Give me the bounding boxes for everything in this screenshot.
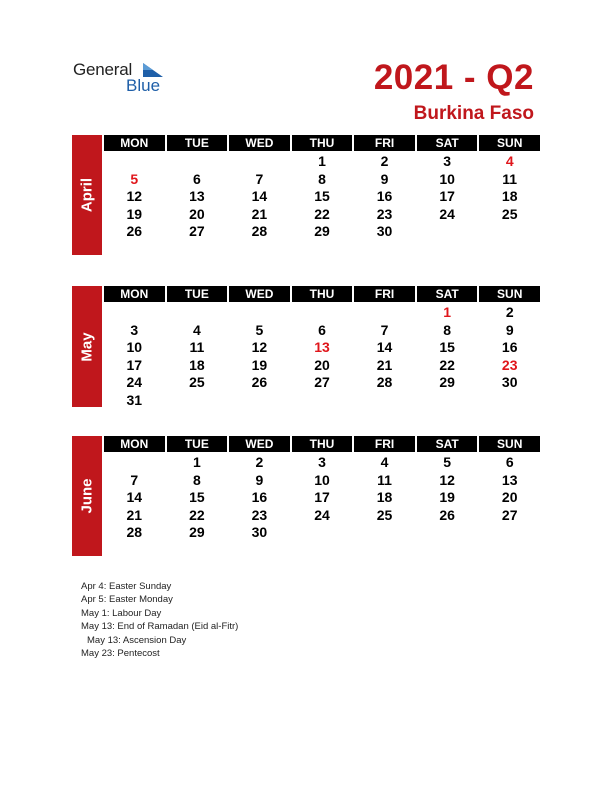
month-may (72, 286, 540, 407)
day-cell: 27 (314, 374, 330, 390)
day-cell: 22 (314, 205, 330, 222)
day-cell: 9 (380, 170, 389, 187)
day-cell: 29 (314, 223, 330, 239)
day-cell: 16 (376, 188, 393, 204)
day-cell: 2 (505, 304, 514, 320)
day-cell: 9 (255, 471, 264, 488)
day-cell: 7 (255, 170, 264, 187)
weekday-thu: THU (292, 135, 353, 151)
empty-day-cell (229, 304, 290, 322)
day-cell: 10 (314, 471, 330, 488)
day-cell: 30 (376, 223, 393, 239)
day-cell: 2 (255, 454, 264, 470)
day-cell: 27 (189, 223, 205, 239)
holiday-note: Apr 4: Easter Sunday (81, 581, 172, 592)
weekday-wed: WED (229, 436, 290, 452)
empty-day-cell (479, 392, 540, 410)
day-cell: 25 (501, 205, 518, 222)
empty-day-cell (104, 153, 165, 171)
day-cell: 11 (189, 339, 205, 355)
day-cell: 15 (314, 188, 330, 204)
empty-day-cell (167, 392, 228, 410)
day-cell: 6 (192, 170, 201, 187)
day-cell: 18 (501, 188, 518, 204)
empty-day-cell (354, 304, 415, 322)
weekday-mon: MON (104, 286, 165, 302)
brand-word-blue: Blue (126, 76, 161, 95)
empty-day-cell (292, 304, 353, 322)
weekday-header (104, 286, 540, 302)
weekday-header (104, 436, 540, 452)
day-cell: 13 (189, 188, 205, 204)
day-cell: 18 (189, 356, 205, 373)
day-cell: 11 (502, 170, 518, 187)
day-grid (104, 304, 540, 409)
day-cell: 13 (314, 339, 330, 355)
day-cell: 3 (130, 321, 139, 338)
day-cell: 29 (439, 374, 455, 390)
page-title: 2021 - Q2 (373, 58, 534, 97)
day-cell: 8 (443, 321, 452, 338)
day-cell: 30 (501, 374, 518, 390)
month-label-bar (72, 286, 102, 407)
day-cell: 14 (251, 188, 268, 204)
month-june (72, 436, 540, 556)
empty-day-cell (417, 524, 478, 542)
day-cell: 19 (439, 489, 455, 505)
weekday-mon: MON (104, 436, 165, 452)
empty-day-cell (104, 454, 165, 472)
holiday-note: May 13: Ascension Day (87, 634, 187, 646)
brand-logo (73, 60, 173, 100)
day-cell: 30 (251, 524, 268, 540)
day-cell: 15 (189, 489, 205, 505)
empty-day-cell (167, 304, 228, 322)
day-cell: 21 (126, 506, 143, 523)
empty-day-cell (229, 392, 290, 410)
weekday-fri: FRI (354, 436, 415, 452)
country-name: Burkina Faso (413, 103, 534, 124)
day-cell: 7 (130, 471, 139, 488)
day-cell: 5 (443, 454, 452, 470)
weekday-sat: SAT (417, 436, 478, 452)
day-cell: 11 (377, 471, 392, 488)
brand-word-general: General (73, 60, 133, 79)
day-cell: 3 (318, 454, 326, 470)
weekday-wed: WED (229, 286, 290, 302)
day-cell: 23 (376, 205, 393, 222)
weekday-header (104, 135, 540, 151)
day-cell: 12 (439, 471, 455, 488)
day-cell: 22 (189, 506, 205, 523)
day-cell: 20 (314, 356, 330, 373)
empty-day-cell (354, 524, 415, 542)
day-cell: 23 (501, 356, 518, 373)
day-cell: 10 (439, 170, 455, 187)
day-cell: 7 (380, 321, 389, 338)
weekday-thu: THU (292, 286, 353, 302)
month-label-bar (72, 135, 102, 255)
day-cell: 4 (505, 153, 514, 169)
day-cell: 24 (439, 205, 455, 222)
day-cell: 17 (314, 489, 330, 505)
holiday-notes (81, 580, 238, 660)
day-cell: 21 (376, 356, 393, 373)
holiday-note: May 1: Labour Day (81, 607, 162, 619)
day-cell: 5 (130, 170, 139, 187)
day-cell: 1 (318, 153, 326, 169)
weekday-fri: FRI (354, 286, 415, 302)
weekday-wed: WED (229, 135, 290, 151)
day-cell: 8 (318, 170, 326, 187)
weekday-tue: TUE (167, 286, 228, 302)
day-cell: 4 (192, 321, 201, 338)
day-cell: 24 (314, 506, 330, 523)
weekday-mon: MON (104, 135, 165, 151)
day-cell: 21 (251, 205, 268, 222)
day-cell: 22 (439, 356, 455, 373)
month-label: May (78, 331, 96, 362)
weekday-tue: TUE (167, 135, 228, 151)
day-cell: 26 (439, 506, 455, 523)
holiday-note: Apr 5: Easter Monday (81, 594, 173, 606)
day-cell: 16 (251, 489, 268, 505)
day-cell: 14 (126, 489, 143, 505)
weekday-tue: TUE (167, 436, 228, 452)
empty-day-cell (417, 392, 478, 410)
day-cell: 20 (501, 489, 518, 505)
empty-day-cell (417, 223, 478, 241)
day-cell: 28 (376, 374, 393, 390)
day-cell: 29 (189, 524, 205, 540)
weekday-thu: THU (292, 436, 353, 452)
weekday-sun: SUN (479, 286, 540, 302)
month-label-bar (72, 436, 102, 556)
empty-day-cell (167, 153, 228, 171)
day-cell: 24 (126, 374, 143, 390)
day-cell: 13 (501, 471, 518, 488)
empty-day-cell (292, 524, 353, 542)
day-cell: 26 (126, 223, 143, 239)
day-cell: 4 (380, 454, 389, 470)
empty-day-cell (104, 304, 165, 322)
weekday-sat: SAT (417, 135, 478, 151)
day-cell: 2 (380, 153, 389, 169)
holiday-note: May 13: End of Ramadan (Eid al-Fitr) (81, 621, 239, 633)
weekday-sun: SUN (479, 436, 540, 452)
month-label: April (78, 177, 96, 213)
day-cell: 16 (501, 339, 518, 355)
month-april (72, 135, 540, 255)
day-cell: 12 (251, 339, 268, 355)
day-grid (104, 153, 540, 241)
day-cell: 17 (439, 188, 455, 204)
day-cell: 10 (126, 339, 143, 355)
day-cell: 19 (251, 356, 268, 373)
day-cell: 31 (126, 391, 143, 408)
day-cell: 25 (189, 374, 205, 390)
day-cell: 9 (505, 321, 514, 338)
empty-day-cell (479, 223, 540, 241)
empty-day-cell (292, 392, 353, 410)
day-cell: 12 (126, 188, 143, 204)
empty-day-cell (479, 524, 540, 542)
holiday-note: May 23: Pentecost (81, 648, 160, 660)
day-cell: 15 (439, 339, 455, 355)
day-cell: 25 (376, 506, 393, 523)
weekday-fri: FRI (354, 135, 415, 151)
day-cell: 6 (505, 454, 514, 470)
day-cell: 14 (376, 339, 393, 355)
day-cell: 18 (376, 489, 393, 505)
weekday-sat: SAT (417, 286, 478, 302)
day-cell: 23 (251, 506, 268, 523)
month-label: June (78, 478, 96, 514)
day-cell: 8 (192, 471, 201, 488)
day-cell: 17 (126, 356, 143, 373)
day-cell: 27 (501, 506, 518, 523)
day-cell: 3 (443, 153, 452, 169)
day-cell: 5 (255, 321, 264, 338)
day-cell: 1 (443, 304, 452, 320)
day-cell: 28 (126, 524, 143, 540)
empty-day-cell (229, 153, 290, 171)
day-cell: 26 (251, 374, 268, 390)
day-cell: 28 (251, 223, 268, 239)
day-grid (104, 454, 540, 542)
day-cell: 6 (318, 321, 326, 338)
day-cell: 20 (189, 205, 205, 222)
day-cell: 1 (192, 454, 201, 470)
weekday-sun: SUN (479, 135, 540, 151)
day-cell: 19 (126, 205, 143, 222)
empty-day-cell (354, 392, 415, 410)
